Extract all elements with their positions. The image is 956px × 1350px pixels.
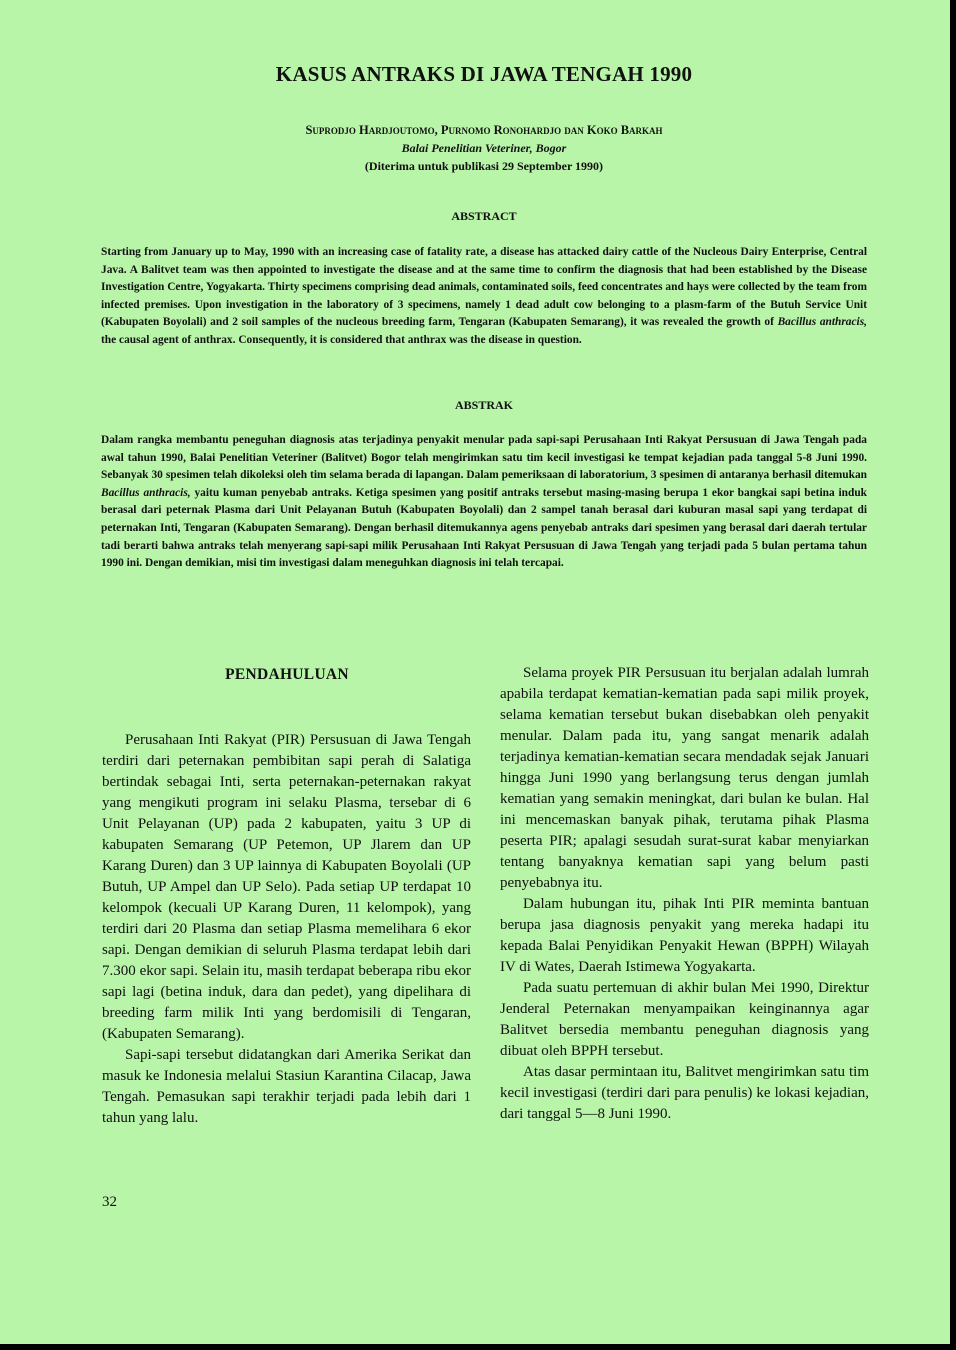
section-heading-pendahuluan: PENDAHULUAN	[225, 666, 349, 683]
scan-edge-right	[950, 0, 956, 1350]
paper-title: KASUS ANTRAKS DI JAWA TENGAH 1990	[275, 62, 693, 86]
abstrak-heading: ABSTRAK	[454, 398, 513, 412]
left-paragraph-2: Sapi-sapi tersebut didatangkan dari Amerika Serikat dan masuk ke Indonesia melalui Stasiun Karantina Cilacap, Jawa Tengah. Pemasukan sapi terakhir terjadi pada lebih dari 1 tahun yang lalu.	[102, 1047, 471, 1126]
abstract-text-before: Starting from January up to May, 1990 with an increasing case of fatality rate, a disease has attacked dairy cattle of the Nucleous Dairy Enterprise, Central Java. A Balitvet team was then appointed to investigate the disease and at the same time to confirm the diagnosis that had been established by the Disease Investigation Centre, Yogyakarta. Thirty specimens comprising dead animals, contaminated soils, feed concentrates and hays were collected by the team from infected premises. Upon investigation in the laboratory of 3 specimens, namely 1 dead adult cow belonging to a plasm-farm of the Butuh Service Unit (Kabupaten Boyolali) and 2 soil samples of the nucleous breeding farm, Tengaran (Kabupaten Semarang), it was revealed the growth of	[101, 246, 867, 329]
scan-edge-bottom	[0, 1344, 956, 1350]
left-paragraph-1: Perusahaan Inti Rakyat (PIR) Persusuan di Jawa Tengah terdiri dari peternakan pembibitan sapi perah di Salatiga bertindak sebagai Inti, serta peternakan-peternakan rakyat yang mengikuti program ini selaku Plasma, tersebar di 6 Unit Pelayanan (UP) pada 2 kabupaten, yaitu 3 UP di kabupaten Semarang (UP Petemon, UP Jlarem dan UP Karang Duren) dan 3 UP lainnya di Kabupaten Boyolali (UP Butuh, UP Ampel dan UP Selo). Pada setiap UP terdapat 10 kelompok (kecuali UP Karang Duren, 11 kelompok), yang terdiri dari 20 Plasma dan setiap Plasma memelihara 6 ekor sapi. Dengan demikian di seluruh Plasma terdapat lebih dari 7.300 ekor sapi. Selain itu, masih terdapat beberapa ribu ekor sapi lagi (betina induk, dara dan pedet), yang dipelihara di breeding farm milik Inti yang berdomisili di Tengaran, (Kabupaten Semarang).	[102, 732, 471, 1042]
right-column	[500, 663, 869, 1125]
abstrak-text-before: Dalam rangka membantu peneguhan diagnosis atas terjadinya penyakit menular pada sapi-sapi Perusahaan Inti Rakyat Persusuan di Jawa Tengah pada awal tahun 1990, Balai Penelitian Veteriner (Balitvet) Bogor telah mengirimkan satu tim kecil investigasi ke tempat kejadian pada tanggal 5-8 Juni 1990. Sebanyak 30 spesimen telah dikoleksi oleh tim selama berada di lapangan. Dalam pemeriksaan di laboratorium, 3 spesimen di antaranya berhasil ditemukan	[101, 434, 867, 482]
right-paragraph-3: Pada suatu pertemuan di akhir bulan Mei 1990, Direktur Jenderal Peternakan menyampaikan keinginannya agar Balitvet bersedia membantu peneguhan diagnosis yang dibuat oleh BPPH tersebut.	[500, 980, 869, 1059]
abstract-species: Bacillus anthracis,	[777, 316, 867, 329]
abstrak-body	[101, 432, 867, 573]
right-paragraph-2: Dalam hubungan itu, pihak Inti PIR meminta bantuan berupa jasa diagnosis penyakit yang mereka hadapi itu kepada Balai Penyidikan Penyakit Hewan (BPPH) Wilayah IV di Wates, Daerah Istimewa Yogyakarta.	[500, 896, 869, 975]
abstract-body	[101, 244, 867, 350]
left-column	[102, 730, 471, 1129]
institution: Balai Penelitian Veteriner, Bogor	[401, 141, 567, 155]
abstrak-text-after: yaitu kuman penyebab antraks. Ketiga spesimen yang positif antraks tersebut masing-masing berupa 1 ekor bangkai sapi betina induk berasal dari peternak Plasma dari Unit Pelayanan Butuh (Kabupaten Boyolali) dan 2 sampel tanah berasal dari kuburan masal sapi yang terdapat di peternakan Inti, Tengaran (Kabupaten Semarang). Dengan berhasil ditemukannya agens penyebab antraks dari spesimen yang berasal dari daerah tertular tadi berarti bahwa antraks telah menyerang sapi-sapi milik Perusahaan Inti Rakyat Persusuan di Jawa Tengah yang terjadi pada 5 bulan pertama tahun 1990 ini. Dengan demikian, misi tim investigasi dalam meneguhkan diagnosis ini telah tercapai.	[101, 486, 867, 570]
abstrak-species: Bacillus anthracis,	[101, 486, 191, 499]
abstract-text-after: the causal agent of anthrax. Consequently, it is considered that anthrax was the disease in question.	[101, 333, 582, 346]
received-date: (Diterima untuk publikasi 29 September 1990)	[364, 159, 604, 173]
author-list: Suprodjo Hardjoutomo, Purnomo Ronohardjo dan Koko Barkah	[305, 123, 663, 137]
right-paragraph-1: Selama proyek PIR Persusuan itu berjalan adalah lumrah apabila terdapat kematian-kematian pada sapi milik proyek, selama kematian tersebut bukan disebabkan oleh penyakit menular. Dalam pada itu, yang sangat menarik adalah terjadinya kematian-kematian secara mendadak sejak Januari hingga Juni 1990 yang berlangsung terus dengan jumlah kematian yang semakin meningkat, dari bulan ke bulan. Hal ini mencemaskan banyak pihak, terutama pihak Plasma peserta PIR; apalagi sesudah surat-surat kabar menyiarkan tentang banyaknya kematian sapi yang belum pasti penyebabnya itu.	[500, 665, 869, 891]
abstract-heading: ABSTRACT	[451, 209, 517, 223]
page-number: 32	[102, 1194, 117, 1210]
right-paragraph-4: Atas dasar permintaan itu, Balitvet mengirimkan satu tim kecil investigasi (terdiri dari para penulis) ke lokasi kejadian, dari tanggal 5—8 Juni 1990.	[500, 1064, 869, 1122]
